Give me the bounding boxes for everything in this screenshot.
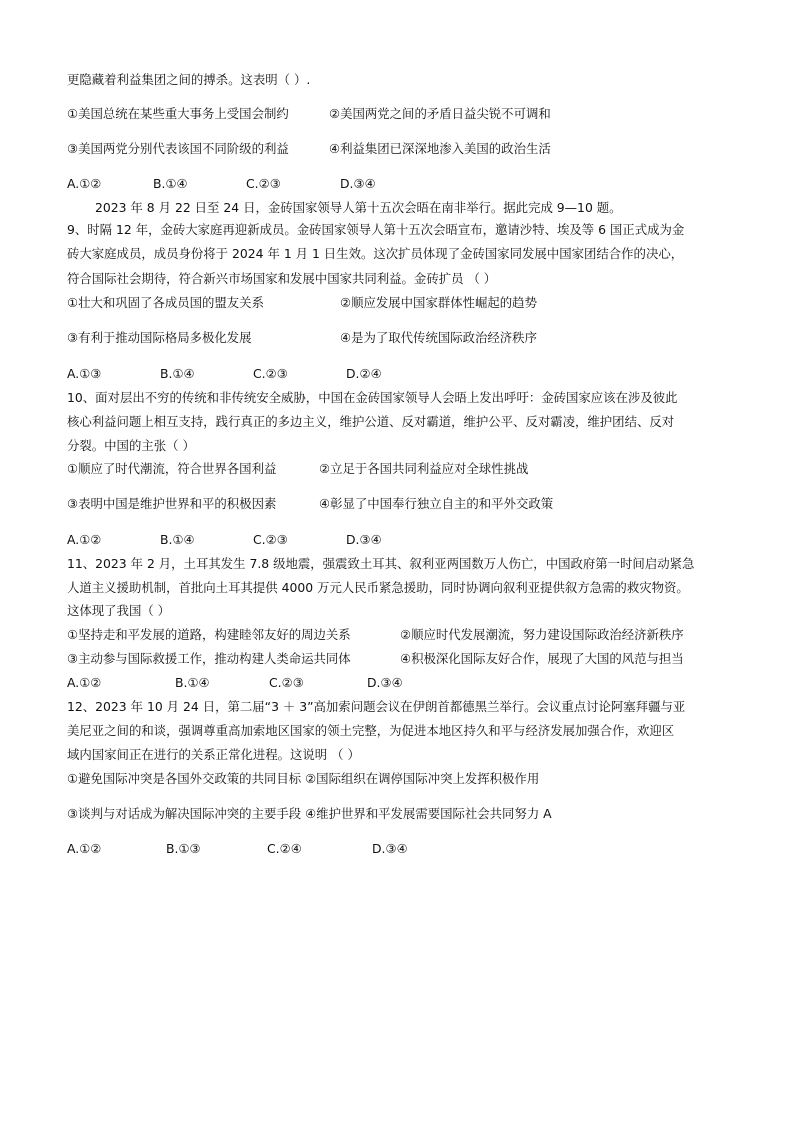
q12-statements-3-4: ③谈判与对话成为解决国际冲突的主要手段 ④维护世界和平发展需要国际社会共同努力 A (67, 806, 552, 821)
q10-statement-4: ④彰显了中国奉行独立自主的和平外交政策 (319, 496, 554, 511)
question-11-line-2: 人道主义援助机制，首批向土耳其提供 4000 万元人民币紧急援助，同时协调向叙利亚提供叙方急需的救灾物资。 (67, 580, 689, 595)
q10-option-d[interactable]: D.③④ (346, 532, 382, 547)
question-9-line-2: 砖大家庭成员，成员身份将于 2024 年 1 月 1 日生效。这次扩员体现了金砖国家同发展中国家团结合作的决心， (67, 246, 684, 261)
q8-statement-2: ②美国两党之间的矛盾日益尖锐不可调和 (329, 106, 551, 121)
q9-statement-4: ④是为了取代传统国际政治经济秩序 (340, 330, 537, 345)
q11-option-d[interactable]: D.③④ (367, 675, 403, 690)
q11-option-c[interactable]: C.②③ (269, 675, 304, 690)
q9-statement-2: ②顺应发展中国家群体性崛起的趋势 (340, 295, 537, 310)
q9-statement-1: ①壮大和巩固了各成员国的盟友关系 (67, 295, 264, 310)
q9-option-d[interactable]: D.②④ (346, 366, 382, 381)
q8-statement-1: ①美国总统在某些重大事务上受国会制约 (67, 106, 289, 121)
q12-option-b[interactable]: B.①③ (166, 841, 201, 856)
q10-option-b[interactable]: B.①④ (160, 532, 195, 547)
q12-option-a[interactable]: A.①② (67, 841, 102, 856)
q11-statement-4: ④积极深化国际友好合作，展现了大国的风范与担当 (400, 651, 684, 666)
question-10-line-3: 分裂。中国的主张（ ） (67, 438, 195, 453)
q10-statement-2: ②立足于各国共同利益应对全球性挑战 (319, 461, 529, 476)
q12-statements-1-2: ①避免国际冲突是各国外交政策的共同目标 ②国际组织在调停国际冲突上发挥积极作用 (67, 771, 540, 786)
question-10-line-2: 核心利益问题上相互支持，践行真正的多边主义，维护公道、反对霸道，维护公平、反对霸凌，维护团结、反对 (67, 414, 675, 429)
passage-intro-9-10: 2023 年 8 月 22 日至 24 日，金砖国家领导人第十五次会晤在南非举行。据此完成 9—10 题。 (95, 200, 622, 215)
q9-option-c[interactable]: C.②③ (253, 366, 288, 381)
question-9-line-3: 符合国际社会期待，符合新兴市场国家和发展中国家共同利益。金砖扩员 （ ） (67, 271, 497, 286)
question-8-stem-end: 更隐藏着利益集团之间的搏杀。这表明（ ）. (67, 72, 311, 87)
q11-statement-1: ①坚持走和平发展的道路，构建睦邻友好的周边关系 (67, 627, 351, 642)
q8-option-a[interactable]: A.①② (67, 176, 102, 191)
question-12-line-2: 美尼亚之间的和谈，强调尊重高加索地区国家的领土完整，为促进本地区持久和平与经济发展加强合作，欢迎区 (67, 723, 675, 738)
q10-option-a[interactable]: A.①② (67, 532, 102, 547)
q12-option-c[interactable]: C.②④ (267, 841, 302, 856)
q8-option-b[interactable]: B.①④ (153, 176, 188, 191)
q11-option-b[interactable]: B.①④ (175, 675, 210, 690)
question-11-line-3: 这体现了我国（ ） (67, 603, 171, 618)
q10-statement-1: ①顺应了时代潮流，符合世界各国利益 (67, 461, 277, 476)
q9-option-b[interactable]: B.①④ (160, 366, 195, 381)
q10-option-c[interactable]: C.②③ (253, 532, 288, 547)
question-12-line-1: 12、2023 年 10 月 24 日，第二届“3 ＋ 3”高加索问题会议在伊朗首都德黑兰举行。会议重点讨论阿塞拜疆与亚 (67, 699, 686, 714)
q12-option-d[interactable]: D.③④ (372, 841, 408, 856)
q8-statement-4: ④利益集团已深深地渗入美国的政治生活 (329, 141, 551, 156)
q9-statement-3: ③有利于推动国际格局多极化发展 (67, 330, 252, 345)
q11-statement-3: ③主动参与国际救援工作，推动构建人类命运共同体 (67, 651, 351, 666)
q8-statement-3: ③美国两党分别代表该国不同阶级的利益 (67, 141, 289, 156)
q11-option-a[interactable]: A.①② (67, 675, 102, 690)
question-12-line-3: 域内国家间正在进行的关系正常化进程。这说明 （ ） (67, 747, 360, 762)
question-9-line-1: 9、时隔 12 年，金砖大家庭再迎新成员。金砖国家领导人第十五次会晤宣布，邀请沙特、埃及等 6 国正式成为金 (67, 222, 685, 237)
question-11-line-1: 11、2023 年 2 月，土耳其发生 7.8 级地震，强震致土耳其、叙利亚两国数万人伤亡，中国政府第一时间启动紧急 (67, 556, 695, 571)
q8-option-d[interactable]: D.③④ (340, 176, 376, 191)
q9-option-a[interactable]: A.①③ (67, 366, 102, 381)
q8-option-c[interactable]: C.②③ (246, 176, 281, 191)
q10-statement-3: ③表明中国是维护世界和平的积极因素 (67, 496, 277, 511)
q11-statement-2: ②顺应时代发展潮流，努力建设国际政治经济新秩序 (400, 627, 684, 642)
question-10-line-1: 10、面对层出不穷的传统和非传统安全威胁，中国在金砖国家领导人会晤上发出呼吁：金砖国家应该在涉及彼此 (67, 390, 678, 405)
